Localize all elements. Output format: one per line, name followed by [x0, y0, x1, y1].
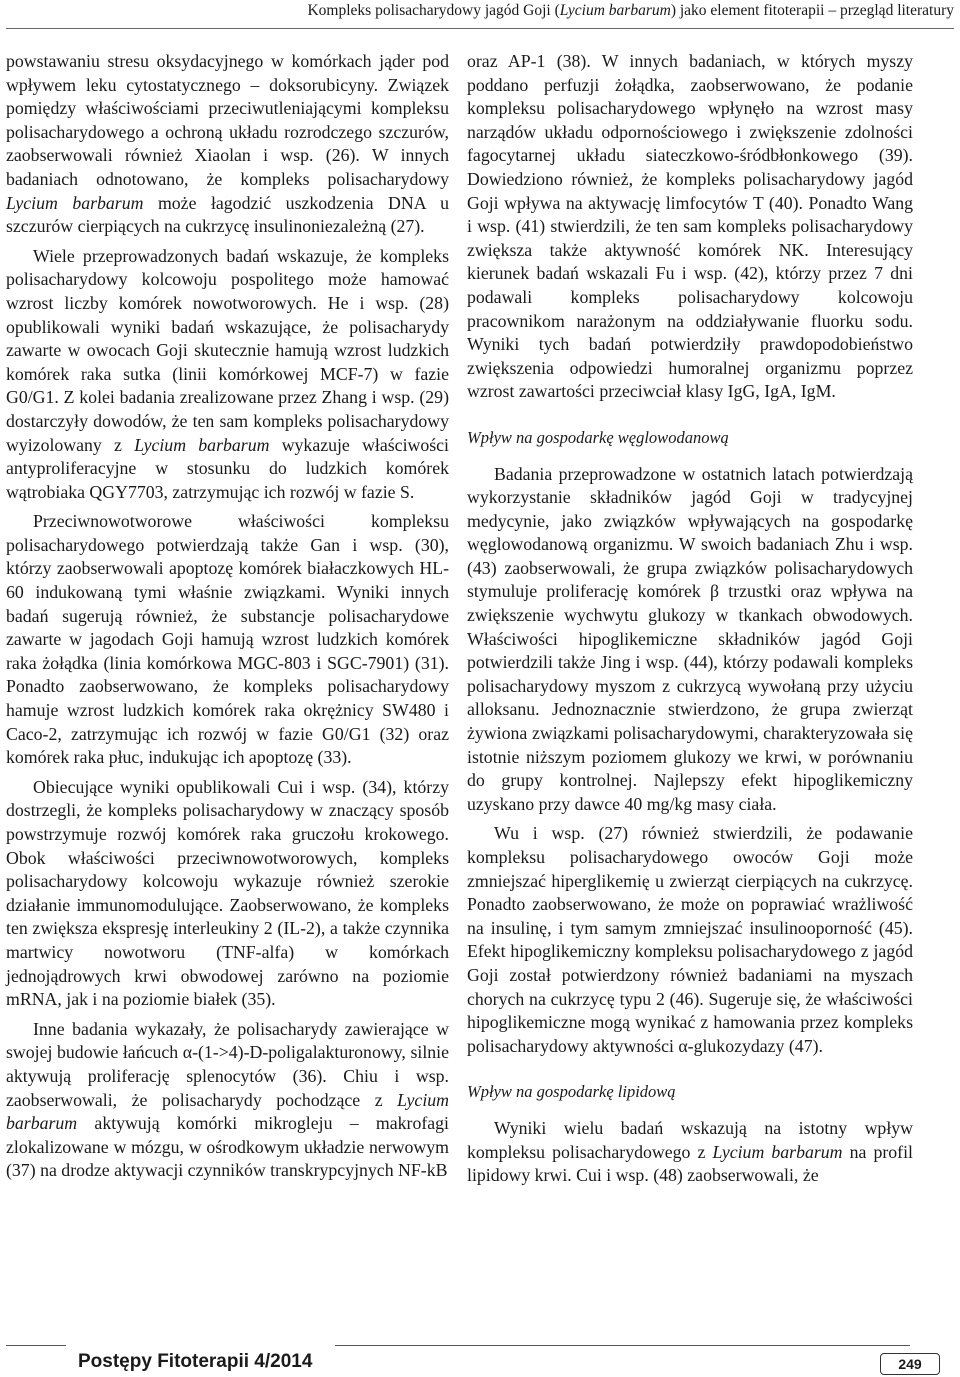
right-paragraph-3: Wu i wsp. (27) również stwierdzili, że podawanie kompleksu polisacharydowego owoców Goji może zmniejszać hiperglikemię u zwierząt cierpiących na cukrzycę. Ponadto zaobserwowano, że może on poprawiać wrażliwość na insulinę, i tym samym zmniejszać insulinooporność (45). Efekt hipoglikemiczny kompleksu polisacharydowego z jagód Goji został potwierdzony również badaniami na myszach chorych na cukrzycę typu 2 (46). Sugeruje się, że właściwości hipoglikemiczne mogą wynikać z hamowania przez kompleks polisacharydowy aktywności α-glukozydazy (47). — [467, 823, 913, 1056]
left-column — [6, 50, 449, 1183]
running-title-suffix: ) jako element fitoterapii – przegląd literatury — [670, 2, 954, 19]
section-heading-lipid: Wpływ na gospodarkę lipidową — [467, 1082, 676, 1102]
footer-divider-left — [6, 1345, 66, 1346]
right-paragraph-2: Badania przeprowadzone w ostatnich latach potwierdzają wykorzystanie składników jagód Goji w tradycyjnej medycynie, jako związków wpływających na gospodarkę węglowodanową organizmu. W swoich badaniach Zhu i wsp. (43) zaobserwowali, że grupa związków polisacharydowych stymuluje proliferację komórek β trzustki oraz wpływa na zwiększenie wychwytu glukozy w tkankach obwodowych. Właściwości hipoglikemiczne składników jagód Goji potwierdzili także Jing i wsp. (44), którzy podawali kompleks polisacharydowy myszom z cukrzycą wywołaną przy użyciu alloksanu. Jednoznacznie stwierdzono, że grupa zwierząt żywiona związkami polisacharydowymi, charakteryzowała się istotnie niższym poziomem glukozy we krwi, w porównaniu do grupy kontrolnej. Najlepszy efekt hipoglikemiczny uzyskano przy dawce 40 mg/kg masy ciała. — [467, 463, 913, 814]
running-title-latin-name: Lycium barbarum — [559, 2, 671, 19]
left-paragraph-5: Inne badania wykazały, że polisacharydy zawierające w swojej budowie łańcuch α-(1->4)-D-poligalakturonowy, silnie aktywują proliferację splenocytów (36). Chiu i wsp. zaobserwowali, że polisacharydy pochodzące z Lycium barbarum aktywują komórki mikrogleju – makrofagi zlokalizowane w mózgu, w ośrodkowym układzie nerwowym (37) na drodze aktywacji czynników transkrypcyjnych NF-kB — [6, 1018, 449, 1181]
left-paragraph-2: Wiele przeprowadzonych badań wskazuje, że kompleks polisacharydowy kolcowoju pospolitego może hamować wzrost liczby komórek nowotworowych. He i wsp. (28) opublikowali wyniki badań wskazujące, że polisacharydy zawarte w owocach Goji skutecznie hamują wzrost ludzkich komórek raka sutka (linii komórkowej MCF-7) w fazie G0/G1. Z kolei badania zrealizowane przez Zhang i wsp. (29) dostarczyły dowodów, że ten sam kompleks polisacharydowy wyizolowany z Lycium barbarum wykazuje właściwości antyproliferacyjne w stosunku do ludzkich komórek wątrobiaka QGY7703, zatrzymując ich rozwój w fazie S. — [6, 245, 449, 502]
header-divider — [6, 28, 954, 29]
running-header — [307, 2, 954, 20]
right-column — [467, 50, 913, 1188]
left-paragraph-4: Obiecujące wyniki opublikowali Cui i wsp. (34), którzy dostrzegli, że kompleks polisacharydowy w znaczący sposób powstrzymuje rozwój komórek raka gruczołu krokowego. Obok właściwości przeciwnowotworowych, kompleks polisacharydowy kolcowoju wykazuje również szerokie działanie immunomodulujące. Zaobserwowano, że kompleks ten zwiększa ekspresję interleukiny 2 (IL-2), a także czynnika martwicy nowotworu (TNF-alfa) w komórkach jednojądrowych krwi obwodowej zarówno na poziomie mRNA, jak i na poziomie białek (35). — [6, 776, 449, 1010]
running-title-prefix: Kompleks polisacharydowy jagód Goji ( — [307, 2, 560, 19]
footer-divider-right — [335, 1345, 910, 1346]
left-paragraph-3: Przeciwnowotworowe właściwości kompleksu polisacharydowego potwierdzają także Gan i wsp. (30), którzy zaobserwowali apoptozę komórek białaczkowych HL-60 indukowaną tymi właśnie związkami. Wyniki innych badań sugerują również, że substancje polisacharydowe zawarte w jagodach Goji hamują wzrost ludzkich komórek raka żołądka (linia komórkowa MGC-803 i SGC-7901) (31). Ponadto zaobserwowano, że kompleks polisacharydowy hamuje wzrost ludzkich komórek raka okrężnicy SW480 i Caco-2, zatrzymując ich rozwój w fazie G0/G1 (32) oraz komórek raka płuc, indukując ich apoptozę (33). — [6, 511, 449, 768]
right-paragraph-4: Wyniki wielu badań wskazują na istotny wpływ kompleksu polisacharydowego z Lycium barbarum na profil lipidowy krwi. Cui i wsp. (48) zaobserwowali, że — [467, 1117, 913, 1186]
right-paragraph-1: oraz AP-1 (38). W innych badaniach, w których myszy poddano perfuzji żołądka, zaobserwowano, że podanie kompleksu polisacharydowego wpłynęło na wzrost masy narządów układu odpornościowego i zwiększenie zdolności fagocytarnej układu siateczkowo-śródbłonkowego (39). Dowiedziono również, że kompleks polisacharydowy jagód Goji wpływa na aktywację limfocytów T (40). Ponadto Wang i wsp. (41) stwierdzili, że ten sam kompleks polisacharydowy zwiększa także aktywność komórek NK. Interesujący kierunek badań wskazali Fu i wsp. (42), którzy przez 7 dni podawali kompleks polisacharydowy kolcowoju pracownikom narażonym na oddziaływanie fluorku sodu. Wyniki tych badań potwierdziły prawdopodobieństwo zwiększenia odpowiedzi humoralnej organizmu poprzez wzrost zawartości przeciwciał klasy IgG, IgA, IgM. — [467, 51, 913, 402]
page-number: 249 — [880, 1353, 940, 1375]
journal-title: Postępy Fitoterapii 4/2014 — [78, 1351, 313, 1372]
section-heading-carbohydrate: Wpływ na gospodarkę węglowodanową — [467, 427, 729, 447]
left-paragraph-1: powstawaniu stresu oksydacyjnego w komórkach jąder pod wpływem leku cytostatycznego – doksorubicyny. Związek pomiędzy właściwościami przeciwutleniającymi kompleksu polisacharydowego a ochroną układu rozrodczego szczurów, zaobserwowali również Xiaolan i wsp. (26). W innych badaniach odnotowano, że kompleks polisacharydowy Lycium barbarum może łagodzić uszkodzenia DNA u szczurów cierpiących na cukrzycę insulinoniezależną (27). — [6, 51, 449, 237]
